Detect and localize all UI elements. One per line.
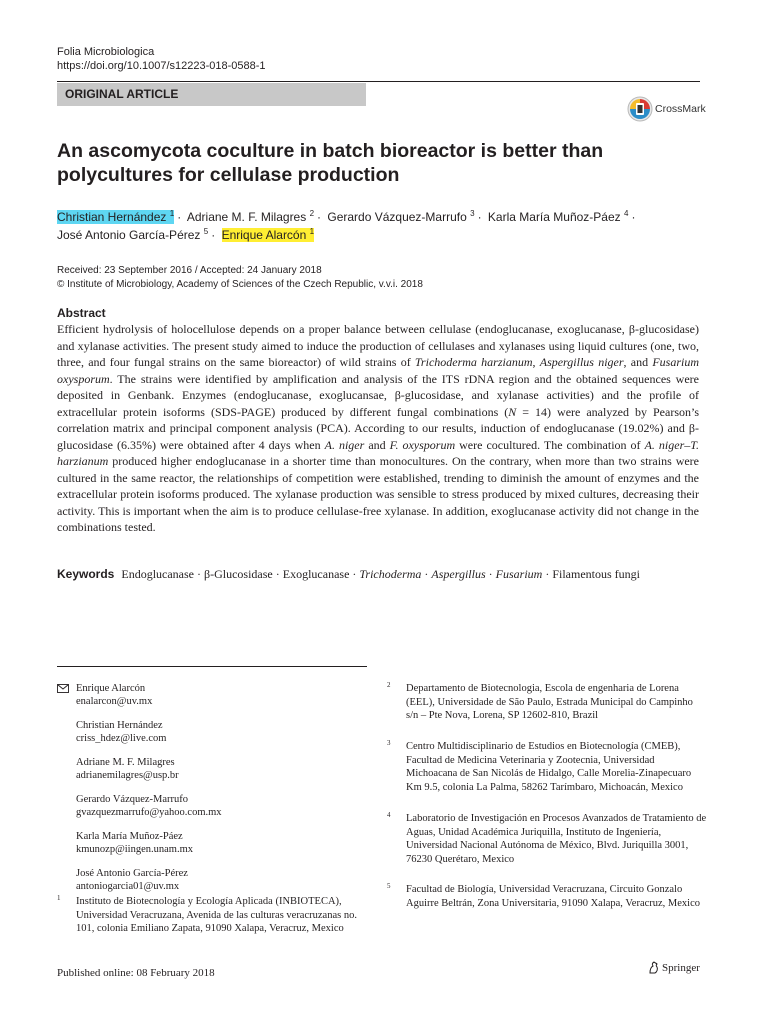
keyword-item: Exoglucanase [282, 567, 350, 581]
crossmark-badge[interactable] [627, 96, 706, 122]
affiliation-number: 4 [387, 811, 391, 819]
keyword-item: Fusarium [495, 567, 543, 581]
author-6[interactable]: Enrique Alarcón $^1$ [221, 227, 315, 242]
affiliation-4 [387, 812, 707, 866]
doi-link[interactable]: https://doi.org/10.1007/s12223-018-0588-1 [57, 60, 266, 72]
abstract-body: Efficient hydrolysis of holocellulose depends on a proper balance between cellulase (endoglucanase, exoglucanase, β-glucosidase) and xylanase activities. The present study aimed to induce the production of cellulases and xylanases using liquid cultures (one, two, three, and four fungal strains on the same bioreactor) of wild strains of Trichoderma harzianum, Aspergillus niger, and Fusarium oxysporum. The strains were identified by amplification and analysis of the ITS rDNA region and the obtained sequences were deposited in Genbank. Enzymes (endoglucanase, exoglucansae, β-glucosidase, and xylanase activities) and the profile of extracellular protein isoforms (SDS-PAGE) produced by different fungal combinations (N = 14) were analyzed by Pearson’s correlation matrix and principal component analysis (PCA). According to our results, induction of endoglucanase (19.02%) and β-glucosidase (6.35%) were obtained after 4 days when A. niger and F. oxysporum were cocultured. The combination of A. niger–T. harzianum produced higher endoglucanase in a shorter time than monocultures. On the contrary, when more than two strains were cultured in the same reactor, the relationships of competition were established, trending to diminish the amount of enzymes and the extracellular protein isoforms produced. The xylanase production was sensible to stress produced by mixed cultures, decreasing their activity. This is important when the aim is to produce cellulase-free xylanase. In addition, exoglucanase activity did not change in the combinations tested. [57, 322, 700, 534]
affiliation-text: Centro Multidisciplinario de Estudios en Biotecnología (CMEB), Facultad de Medicina Veterinaria y Zootecnia, Universidad Michoacana de San Nicolás de Hidalgo, Calle Morelia-Zinapecuaro Km 9.5, colonia La Palma, 58262 Tarímbaro, Michoacán, Mexico [406, 741, 692, 793]
envelope-icon [57, 684, 69, 693]
contact-email[interactable]: gvazquezmarrufo@yahoo.com.mx [76, 807, 222, 819]
springer-logo [647, 961, 700, 974]
article-title: An ascomycota coculture in batch bioreactor is better than polycultures for cellulase production [57, 140, 604, 186]
article-type-banner: ORIGINAL ARTICLE [57, 83, 366, 106]
keyword-item: Trichoderma [359, 567, 422, 581]
contact-email[interactable]: adrianemilagres@usp.br [76, 770, 179, 782]
author-5[interactable]: José Antonio García-Pérez $^5$ [57, 227, 209, 242]
header-rule [57, 81, 700, 82]
journal-name: Folia Microbiologica [57, 46, 155, 58]
author-3[interactable]: Gerardo Vázquez-Marrufo $^3$ [327, 209, 475, 224]
keyword-item: Aspergillus [431, 567, 486, 581]
publisher-name: Springer [662, 961, 700, 974]
affiliation-number: 5 [387, 882, 391, 890]
abstract-heading: Abstract [57, 306, 106, 320]
affiliation-number: 3 [387, 739, 391, 747]
affiliation-text: Departamento de Biotecnologia, Escola de engenharia de Lorena (EEL), Universidade de São Paulo, Estrada Municipal do Campinho s/n – Pte Nova, Lorena, SP 12602-810, Brazil [406, 683, 693, 721]
contact-name: José Antonio García-Pérez [76, 868, 188, 879]
affiliation-number: 1 [57, 894, 61, 902]
contact-entry [76, 867, 377, 894]
contact-name: Gerardo Vázquez-Marrufo [76, 794, 189, 805]
published-online: Published online: 08 February 2018 [57, 967, 215, 979]
affiliation-text: Instituto de Biotecnología y Ecología Aplicada (INBIOTECA), Universidad Veracruzana, Avenida de las culturas veracruzanas no. 101, colonia Emiliano Zapata, 91090 Xalapa, Veracruz, Mexico [76, 896, 357, 934]
author-4[interactable]: Karla María Muñoz-Páez $^4$ [487, 209, 629, 224]
crossmark-icon [627, 96, 653, 122]
contact-entry [76, 719, 377, 746]
contact-name: Christian Hernández [76, 720, 163, 731]
affiliation-5 [387, 883, 707, 910]
journal-header [57, 45, 266, 73]
contact-email[interactable]: enalarcon@uv.mx [76, 696, 153, 708]
affiliation-text: Laboratorio de Investigación en Procesos Avanzados de Tratamiento de Aguas, Unidad Académica Juriquilla, Instituto de Ingeniería, Universidad Nacional Autónoma de México, Blvd. Juriquilla 3001, 76230 Querétaro, Mexico [406, 813, 707, 865]
affiliation-2 [387, 682, 707, 723]
affiliation-1 [57, 895, 377, 936]
footnote-rule [57, 666, 367, 667]
contact-entry [76, 756, 377, 783]
keyword-item: Endoglucanase [121, 567, 194, 581]
contact-name: Karla María Muñoz-Páez [76, 831, 183, 842]
affiliation-text: Facultad de Biología, Universidad Veracruzana, Circuito Gonzalo Aguirre Beltrán, Zona Universitaria, 91090 Xalapa, Veracruz, Mexico [406, 884, 700, 909]
contact-email[interactable]: antoniogarcia01@uv.mx [76, 881, 180, 893]
keywords: Keywords Endoglucanase · β-Glucosidase · Exoglucanase · Trichoderma · Aspergillus · Fusarium · Filamentous fungi [57, 567, 640, 581]
contact-entry [76, 793, 377, 820]
crossmark-label: CrossMark [655, 103, 706, 115]
contact-email[interactable]: kmunozp@iingen.unam.mx [76, 844, 193, 856]
contact-entry [76, 830, 377, 857]
keyword-item: Filamentous fungi [552, 567, 640, 581]
contact-email[interactable]: criss_hdez@live.com [76, 733, 167, 745]
keywords-label: Keywords [57, 567, 115, 581]
affiliation-3 [387, 740, 707, 794]
contact-name: Adriane M. F. Milagres [76, 757, 175, 768]
keyword-item: β-Glucosidase [204, 567, 273, 581]
contact-name: Enrique Alarcón [76, 683, 146, 694]
received-accepted: Received: 23 September 2016 / Accepted: 24 January 2018 [57, 265, 322, 276]
springer-horse-icon [647, 961, 660, 974]
copyright-line: © Institute of Microbiology, Academy of Sciences of the Czech Republic, v.v.i. 2018 [57, 279, 423, 290]
author-1[interactable]: Christian Hernández $^1$ [57, 209, 175, 224]
contact-list [57, 682, 377, 904]
article-dates [57, 264, 423, 292]
affiliation-number: 2 [387, 681, 391, 689]
contact-entry [76, 682, 377, 709]
author-2[interactable]: Adriane M. F. Milagres $^2$ [186, 209, 315, 224]
author-list: Christian Hernández $^1$ · Adriane M. F. Milagres $^2$ · Gerardo Vázquez-Marrufo $^3$ · Karla María Muñoz-Páez $^4$ · José Antonio García-Pérez $^5$ · Enrique Alarcón $^1$ [57, 209, 636, 242]
